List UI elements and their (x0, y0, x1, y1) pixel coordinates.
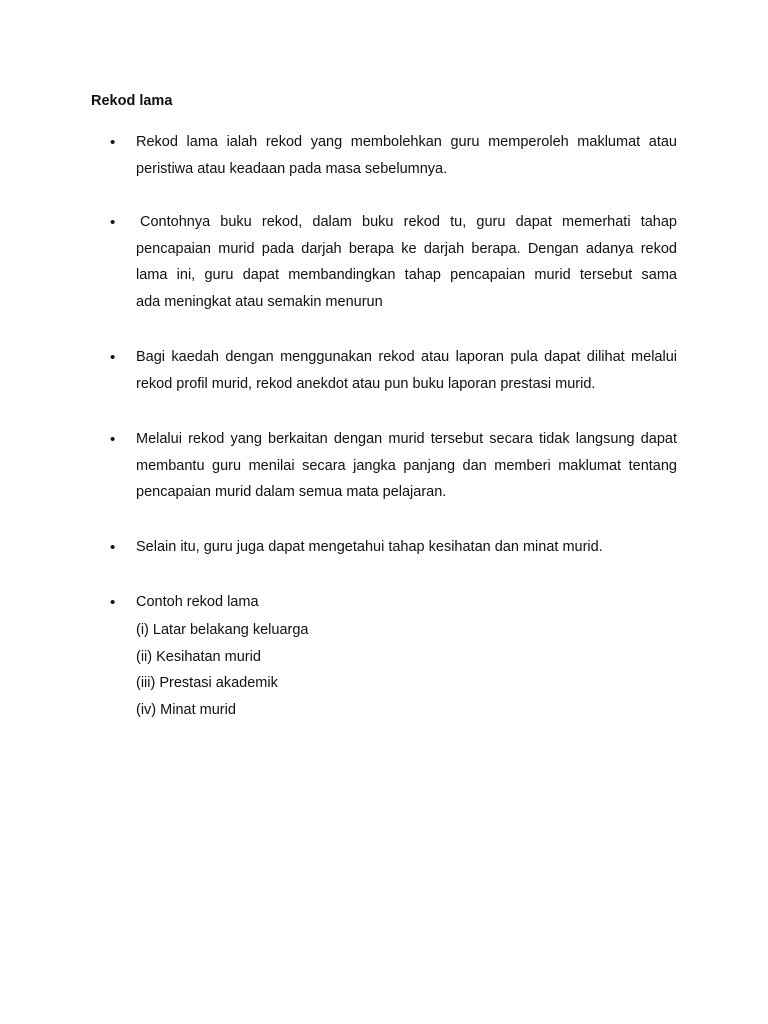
paragraph-6-line-1: Contoh rekod lama (136, 594, 259, 610)
paragraph-2-line-1: Contohnya buku rekod, dalam buku rekod tu, guru dapat memerhati tahap (140, 214, 677, 230)
bullet-1: • (110, 134, 116, 151)
paragraph-1 (136, 129, 677, 182)
example-sublist (136, 617, 309, 724)
paragraph-3-line-1: Bagi kaedah dengan menggunakan rekod atau laporan pula dapat dilihat melalui (136, 349, 677, 365)
bullet-3: • (110, 349, 116, 366)
paragraph-4-line-2: membantu guru menilai secara jangka panjang dan memberi maklumat tentang (136, 457, 677, 474)
paragraph-4-line-3: pencapaian murid dalam semua mata pelajaran. (136, 484, 447, 501)
paragraph-6 (136, 589, 677, 616)
paragraph-5 (136, 534, 677, 561)
paragraph-2-line-4: ada meningkat atau semakin menurun (136, 294, 383, 311)
bullet-6: • (110, 594, 116, 611)
paragraph-3-line-2: rekod profil murid, rekod anekdot atau pun buku laporan prestasi murid. (136, 375, 596, 392)
document-heading: Rekod lama (91, 93, 173, 109)
paragraph-3 (136, 344, 677, 397)
paragraph-5-line-1: Selain itu, guru juga dapat mengetahui tahap kesihatan dan minat murid. (136, 539, 603, 555)
paragraph-1-line-2: peristiwa atau keadaan pada masa sebelumnya. (136, 160, 448, 177)
sub-item-4: (iv) Minat murid (136, 702, 236, 719)
paragraph-1-line-1: Rekod lama ialah rekod yang membolehkan guru memperoleh maklumat atau (136, 134, 677, 150)
sub-item-3: (iii) Prestasi akademik (136, 675, 278, 692)
paragraph-2-line-3: lama ini, guru dapat membandingkan tahap pencapaian murid tersebut sama (136, 267, 677, 284)
bullet-5: • (110, 539, 116, 556)
sub-item-2: (ii) Kesihatan murid (136, 648, 261, 665)
bullet-2: • (110, 214, 116, 231)
bullet-4: • (110, 431, 116, 448)
paragraph-4 (136, 426, 677, 506)
paragraph-2 (136, 209, 677, 316)
paragraph-4-line-1: Melalui rekod yang berkaitan dengan murid tersebut secara tidak langsung dapat (136, 431, 677, 447)
sub-item-1: (i) Latar belakang keluarga (136, 622, 309, 638)
paragraph-2-line-2: pencapaian murid pada darjah berapa ke darjah berapa. Dengan adanya rekod (136, 240, 677, 257)
